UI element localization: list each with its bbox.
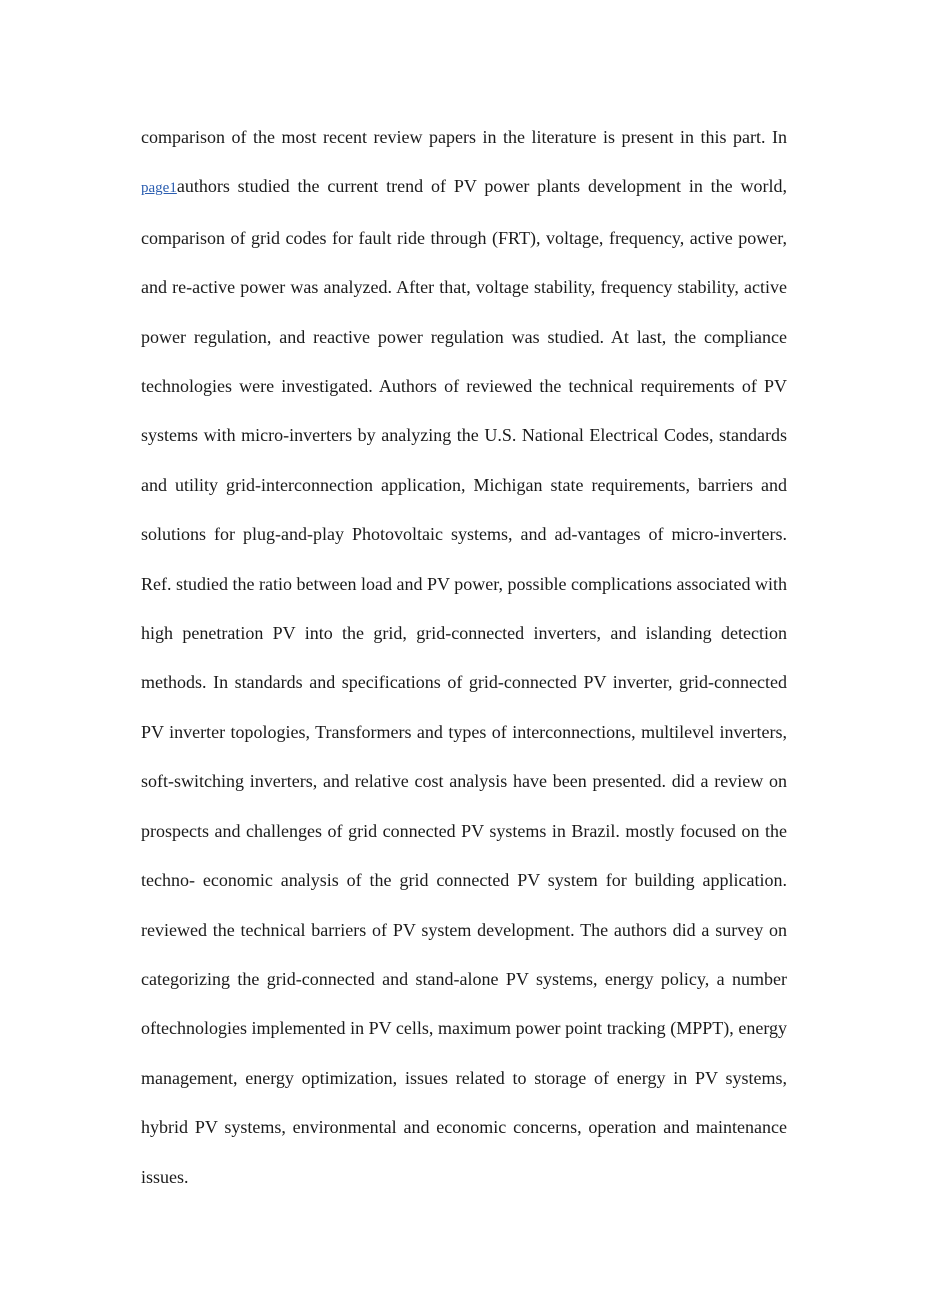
paragraph-body-text: authors studied the current trend of PV power plants development in the world, comparison of grid codes for fault ride through (FRT), voltage, frequency, active power, and re-active power was analyzed. After that, voltage stability, frequency stability, active power regulation, and reactive power regulation was studied. At last, the compliance technologies were investigated. Authors of reviewed the technical requirements of PV systems with micro-inverters by analyzing the U.S. National Electrical Codes, standards and utility grid-interconnection application, Michigan state requirements, barriers and solutions for plug-and-play Photovoltaic systems, and ad-vantages of micro-inverters. Ref. studied the ratio between load and PV power, possible complications associated with high penetration PV into the grid, grid-connected inverters, and islanding detection methods. In standards and specifications of grid-connected PV inverter, grid-connected PV inverter topologies, Transformers and types of interconnections, multilevel inverters, soft-switching inverters, and relative cost analysis have been presented. did a review on prospects and challenges of grid connected PV systems in Brazil. mostly focused on the techno- economic analysis of the grid connected PV system for building application. reviewed the technical barriers of PV system development. The authors did a survey on categorizing the grid-connected and stand-alone PV systems, energy policy, a number oftechnologies implemented in PV cells, maximum power point tracking (MPPT), energy management, energy optimization, issues related to storage of energy in PV systems, hybrid PV systems, environmental and economic concerns, operation and maintenance issues. bbox=[141, 176, 787, 1187]
body-paragraph bbox=[141, 113, 787, 1202]
paragraph-lead-text: comparison of the most recent review papers in the literature is present in this part. In bbox=[141, 127, 787, 147]
page-reference-link[interactable]: page1 bbox=[141, 180, 177, 197]
